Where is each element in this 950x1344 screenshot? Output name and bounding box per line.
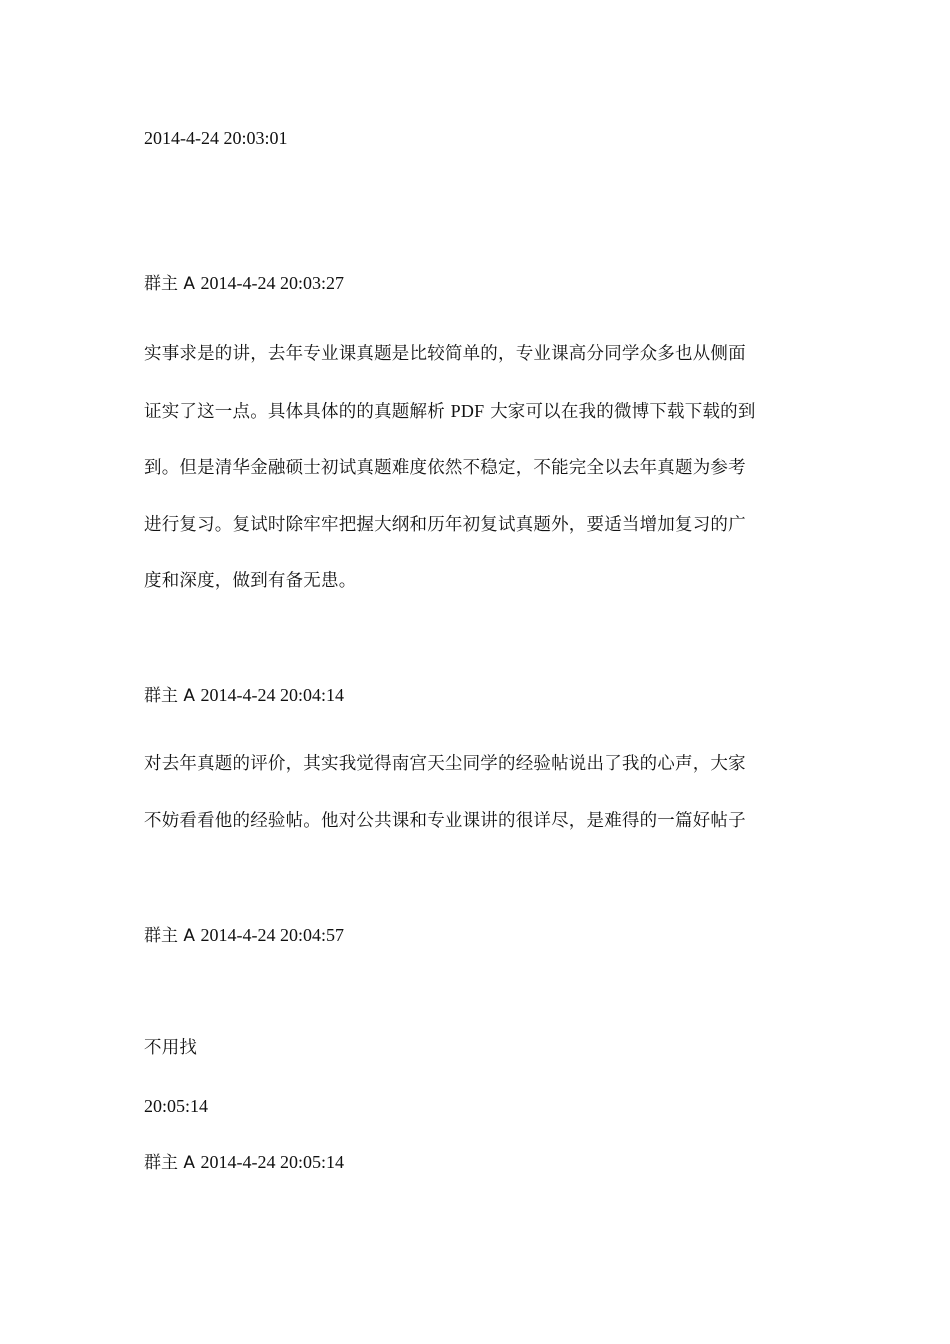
message-text-segment: 大家可以在我的微博下载下载的到	[490, 402, 756, 422]
message-text-line: 对去年真题的评价，其实我觉得南宫天尘同学的经验帖说出了我的心声，大家	[144, 754, 746, 774]
message-text-segment: 证实了这一点。具体具体的的真题解析	[144, 402, 445, 422]
message-timestamp: 2014-4-24 20:03:27	[200, 273, 344, 293]
message-header	[144, 683, 344, 708]
message-author: 群主 A	[144, 926, 196, 946]
message-author: 群主 A	[144, 1153, 196, 1173]
message-timestamp: 2014-4-24 20:04:14	[200, 685, 344, 705]
message-header	[144, 1150, 344, 1175]
message-text-line: 不妨看看他的经验帖。他对公共课和专业课讲的很详尽，是难得的一篇好帖子	[144, 811, 746, 831]
standalone-timestamp: 2014-4-24 20:03:01	[144, 128, 288, 148]
message-header	[144, 271, 344, 296]
message-author: 群主 A	[144, 686, 196, 706]
message-timestamp: 2014-4-24 20:04:57	[200, 925, 344, 945]
message-text-line: 实事求是的讲，去年专业课真题是比较简单的，专业课高分同学众多也从侧面	[144, 344, 746, 364]
message-text-line: 度和深度，做到有备无患。	[144, 571, 357, 591]
message-text-line: 进行复习。复试时除牢牢把握大纲和历年初复试真题外，要适当增加复习的广	[144, 515, 746, 535]
message-author: 群主 A	[144, 274, 196, 294]
message-header	[144, 923, 344, 948]
message-text-line: 不用找	[144, 1038, 198, 1058]
standalone-timestamp: 20:05:14	[144, 1096, 209, 1116]
message-text-segment: PDF	[450, 401, 485, 421]
message-timestamp: 2014-4-24 20:05:14	[200, 1152, 344, 1172]
message-text-line	[144, 399, 756, 424]
message-text-line: 到。但是清华金融硕士初试真题难度依然不稳定，不能完全以去年真题为参考	[144, 458, 746, 478]
